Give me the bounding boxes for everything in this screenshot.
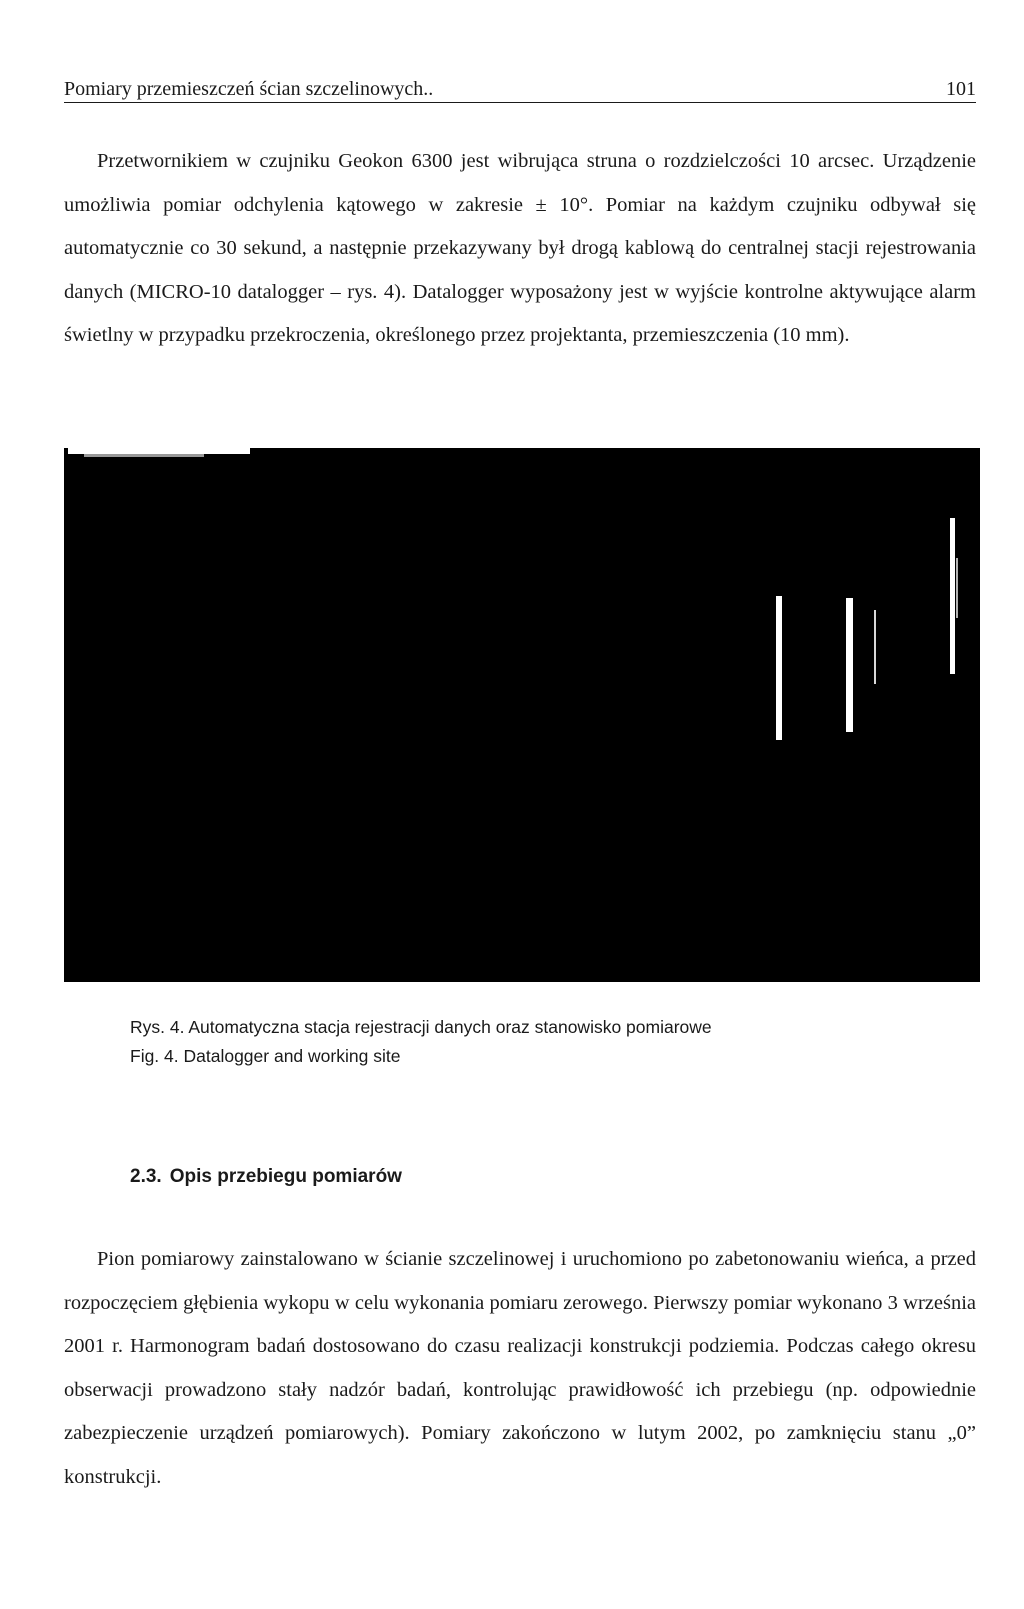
page-number: 101 — [946, 78, 976, 100]
figure-caption-en: Fig. 4. Datalogger and working site — [130, 1046, 401, 1066]
photo-vertical-bar-5 — [956, 558, 958, 618]
photo-highlight-top-fringe — [84, 454, 204, 457]
photo-vertical-bar-1 — [776, 596, 782, 740]
figure-photo — [64, 448, 980, 982]
figure-caption-pl: Rys. 4. Automatyczna stacja rejestracji danych oraz stanowisko pomiarowe — [130, 1017, 712, 1037]
photo-vertical-bar-2 — [846, 598, 853, 732]
running-header — [64, 78, 976, 103]
section-title: Opis przebiegu pomiarów — [169, 1166, 402, 1187]
photo-vertical-bar-4 — [950, 518, 955, 674]
running-header-title: Pomiary przemieszczeń ścian szczelinowych.. — [64, 78, 434, 100]
section-number: 2.3. — [130, 1166, 162, 1187]
body-paragraph-1: Przetwornikiem w czujniku Geokon 6300 jest wibrująca struna o rozdzielczości 10 arcsec. Urządzenie umożliwia pomiar odchylenia kątowego w zakresie ± 10°. Pomiar na każdym czujniku odbywał się automatycznie co 30 sekund, a następnie przekazywany był drogą kablową do centralnej stacji rejestrowania danych (MICRO-10 datalogger – rys. 4). Datalogger wyposażony jest w wyjście kontrolne aktywujące alarm świetlny w przypadku przekroczenia, określonego przez projektanta, przemieszczenia (10 mm). — [64, 150, 976, 346]
section-heading — [130, 1166, 402, 1188]
photo-vertical-bar-3 — [874, 610, 876, 684]
body-paragraph-2: Pion pomiarowy zainstalowano w ścianie szczelinowej i uruchomiono po zabetonowaniu wieńca, a przed rozpoczęciem głębienia wykopu w celu wykonania pomiaru zerowego. Pierwszy pomiar wykonano 3 września 2001 r. Harmonogram badań dostosowano do czasu realizacji konstrukcji podziemia. Podczas całego okresu obserwacji prowadzono stały nadzór badań, kontrolując prawidłowość ich przebiegu (np. odpowiednie zabezpieczenie urządzeń pomiarowych). Pomiary zakończono w lutym 2002, po zamknięciu stanu „0” konstrukcji. — [64, 1248, 976, 1488]
